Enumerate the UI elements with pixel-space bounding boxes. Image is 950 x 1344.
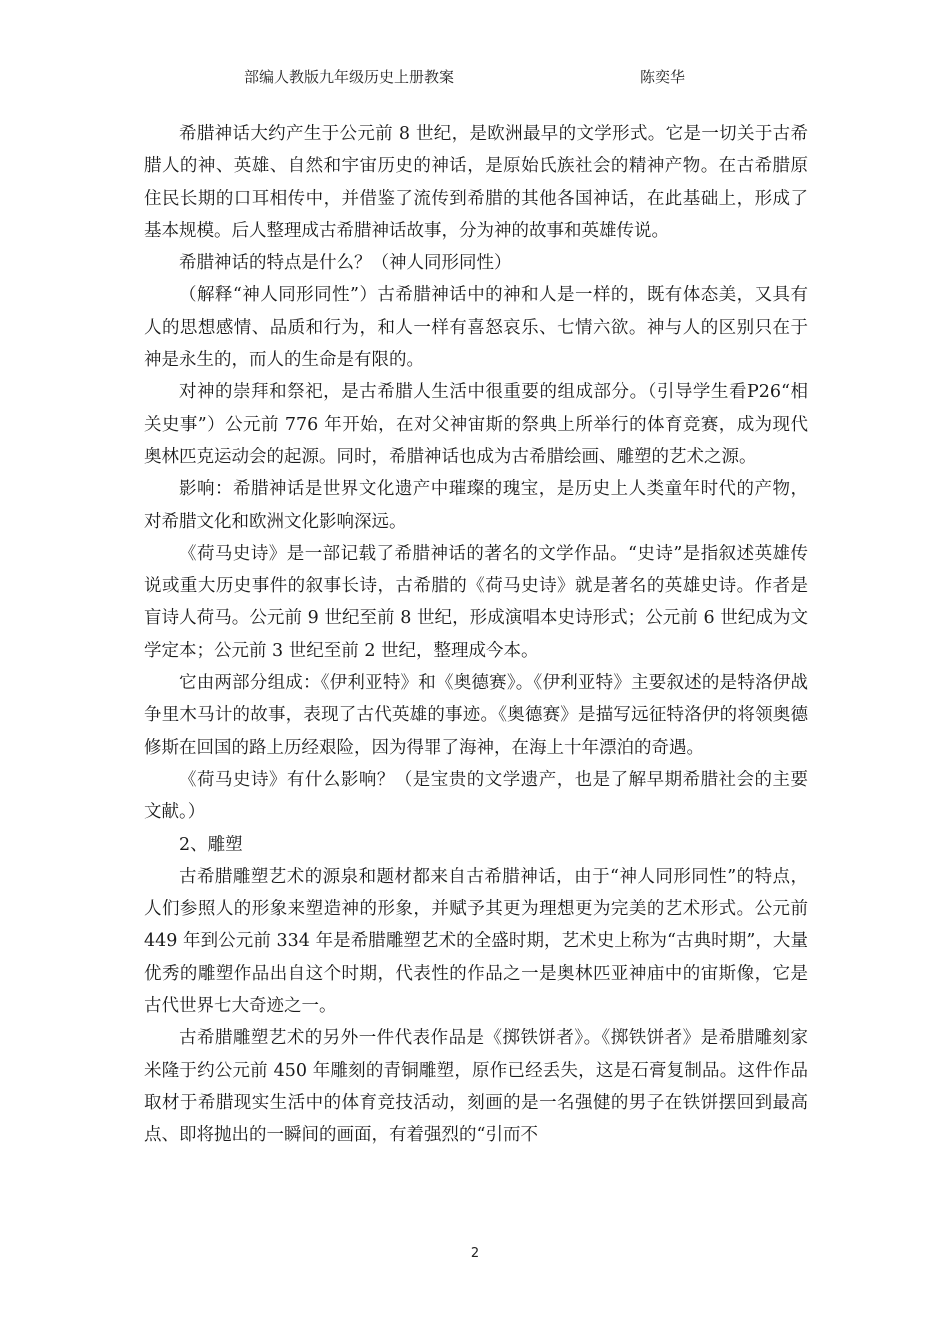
- paragraph: 希腊神话大约产生于公元前 8 世纪，是欧洲最早的文学形式。它是一切关于古希腊人的神、英雄、自然和宇宙历史的神话，是原始氏族社会的精神产物。在古希腊原住民长期的口耳相传中，并借鉴了流传到希腊的其他各国神话，在此基础上，形成了基本规模。后人整理成古希腊神话故事，分为神的故事和英雄传说。: [144, 124, 808, 241]
- page-footer: [0, 1246, 950, 1261]
- paragraph: 古希腊雕塑艺术的另外一件代表作品是《掷铁饼者》。《掷铁饼者》是希腊雕刻家米隆于约公元前 450 年雕刻的青铜雕塑，原作已经丢失，这是石膏复制品。这件作品取材于希腊现实生活中的体育竞技活动，刻画的是一名强健的男子在铁饼摆回到最高点、即将抛出的一瞬间的画面，有着强烈的“引而不: [144, 1028, 808, 1146]
- paragraph: 对神的崇拜和祭祀，是古希腊人生活中很重要的组成部分。（引导学生看P26“相关史事”）公元前 776 年开始，在对父神宙斯的祭典上所举行的体育竞赛，成为现代奥林匹克运动会的起源。同时，希腊神话也成为古希腊绘画、雕塑的艺术之源。: [144, 382, 808, 467]
- header-author: 陈奕华: [640, 68, 686, 86]
- paragraph: 它由两部分组成：《伊利亚特》和《奥德赛》。《伊利亚特》主要叙述的是特洛伊战争里木马计的故事，表现了古代英雄的事迹。《奥德赛》是描写远征特洛伊的将领奥德修斯在回国的路上历经艰险，因为得罪了海神，在海上十年漂泊的奇遇。: [144, 673, 808, 758]
- paragraph: 影响：希腊神话是世界文化遗产中璀璨的瑰宝，是历史上人类童年时代的产物，对希腊文化和欧洲文化影响深远。: [144, 479, 808, 532]
- paragraph: 《荷马史诗》是一部记载了希腊神话的著名的文学作品。“史诗”是指叙述英雄传说或重大历史事件的叙事长诗，古希腊的《荷马史诗》就是著名的英雄史诗。作者是盲诗人荷马。公元前 9 世纪至前 8 世纪，形成演唱本史诗形式；公元前 6 世纪成为文学定本；公元前 3 世纪至前 2 世纪，整理成今本。: [144, 543, 808, 661]
- page-number: 2: [470, 1246, 480, 1261]
- paragraph: 希腊神话的特点是什么？（神人同形同性）: [179, 253, 512, 274]
- document-body: [144, 118, 808, 1152]
- page-header: [0, 66, 950, 90]
- paragraph: （解释“神人同形同性”）古希腊神话中的神和人是一样的，既有体态美，又具有人的思想感情、品质和行为，和人一样有喜怒哀乐、七情六欲。神与人的区别只在于神是永生的，而人的生命是有限的。: [144, 285, 808, 371]
- paragraph: 《荷马史诗》有什么影响？（是宝贵的文学遗产，也是了解早期希腊社会的主要文献。）: [144, 769, 808, 823]
- header-title: 部编人教版九年级历史上册教案: [244, 68, 455, 86]
- section-heading: 2、雕塑: [179, 834, 243, 855]
- paragraph: 古希腊雕塑艺术的源泉和题材都来自古希腊神话，由于“神人同形同性”的特点，人们参照人的形象来塑造神的形象，并赋予其更为理想更为完美的艺术形式。公元前 449 年到公元前 334 年是希腊雕塑艺术的全盛时期，艺术史上称为“古典时期”，大量优秀的雕塑作品出自这个时期，代表性的作品之一是奥林匹亚神庙中的宙斯像，它是古代世界七大奇迹之一。: [144, 866, 808, 1017]
